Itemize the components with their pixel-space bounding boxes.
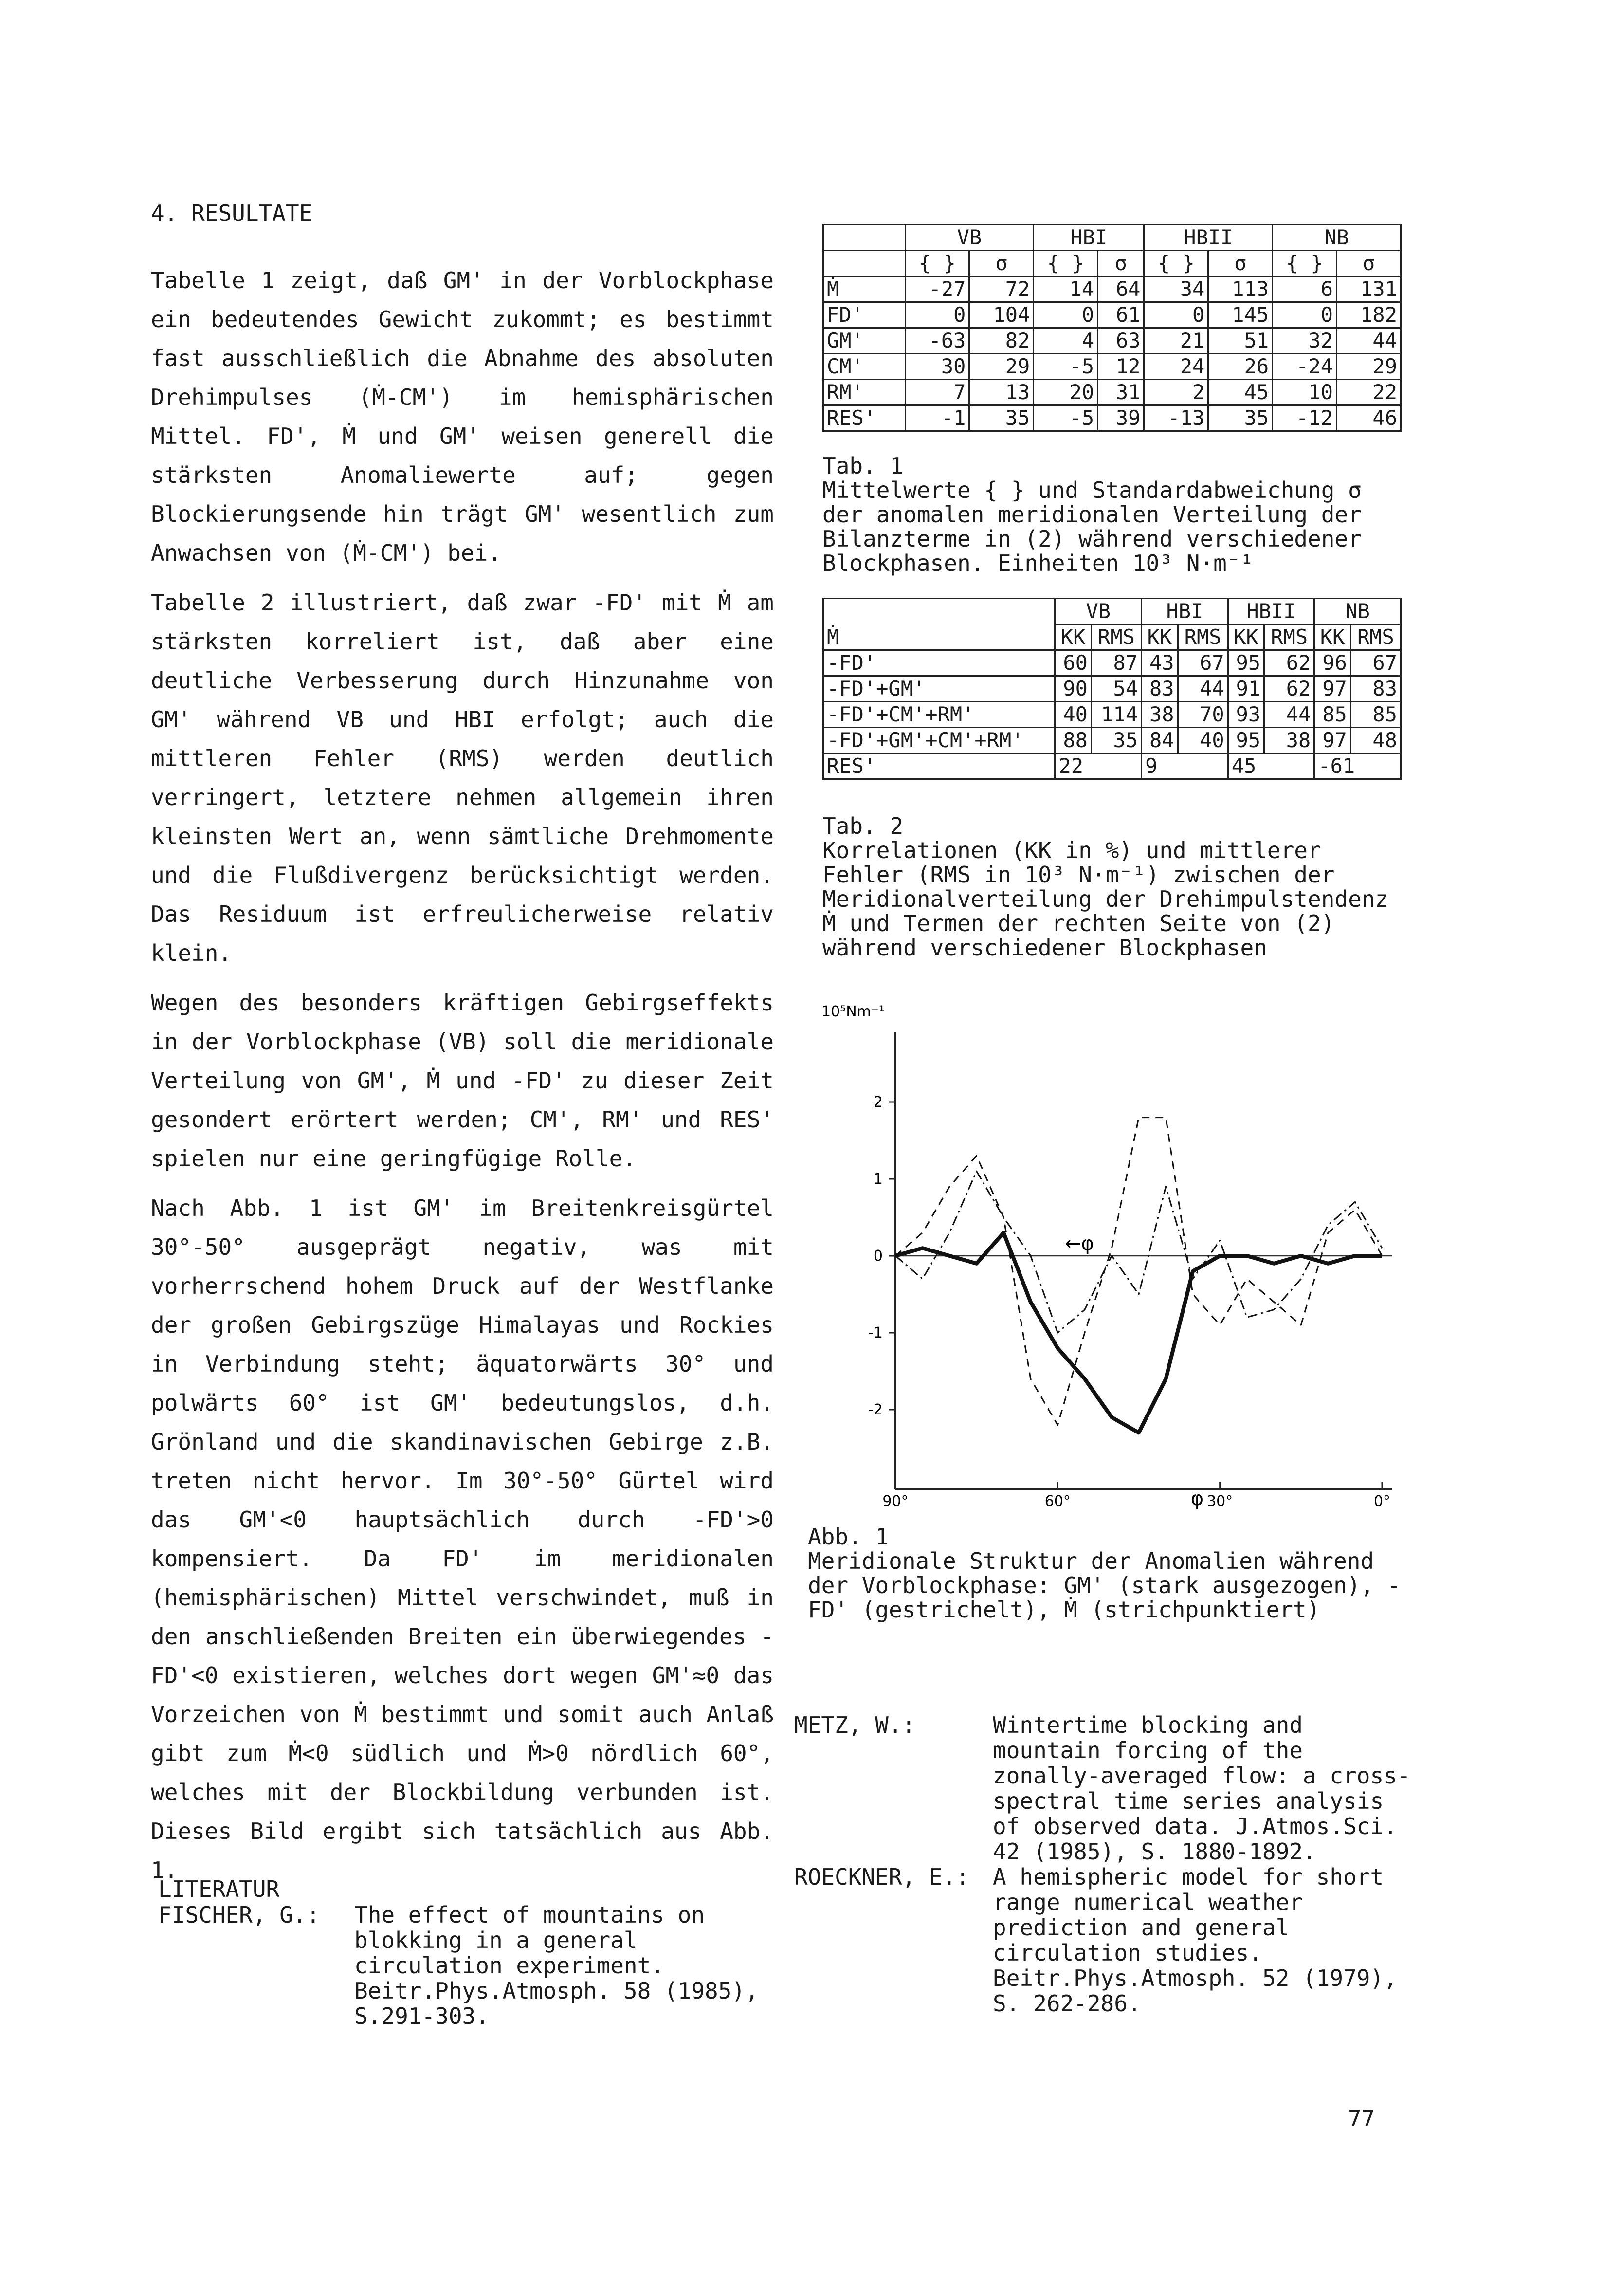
table-row (823, 676, 1401, 702)
table-cell: 44 (1337, 328, 1401, 354)
row-label: -FD'+GM'+CM'+RM' (823, 728, 1055, 753)
table-cell: 44 (1178, 676, 1228, 702)
table-row (823, 753, 1401, 779)
paragraph-3: Wegen des besonders kräftigen Gebirgseffekts in der Vorblockphase (VB) soll die meridionale Verteilung von GM', Ṁ und -FD' zu dieser Zeit gesondert erörtert werden; CM', RM' und RES' spielen nur eine geringfügige Rolle. (151, 990, 774, 1172)
table-1-group-header: NB (1273, 225, 1401, 251)
table-row (823, 380, 1401, 405)
table-cell: 29 (1337, 354, 1401, 380)
table-1-group-header: HBII (1144, 225, 1273, 251)
literatur-heading: LITERATUR (158, 1876, 280, 1902)
table-cell: 62 (1264, 650, 1314, 676)
figure-1-caption-label: Abb. 1 (808, 1524, 889, 1550)
y-tick-label: 2 (873, 1094, 883, 1111)
table-1-group-row (823, 225, 1401, 251)
table-row (823, 728, 1401, 753)
table-cell: 35 (1091, 728, 1141, 753)
column-subheader: σ (1337, 251, 1401, 276)
row-label: RES' (823, 405, 906, 431)
table-cell: 87 (1091, 650, 1141, 676)
table-row (823, 354, 1401, 380)
table-cell: 2 (1144, 380, 1208, 405)
table-cell: 34 (1144, 276, 1208, 302)
body-text-column (151, 189, 774, 1900)
column-subheader: KK (1055, 625, 1091, 650)
table-cell: 31 (1098, 380, 1144, 405)
table-cell: 61 (1098, 302, 1144, 328)
table-cell: -5 (1034, 405, 1098, 431)
table-row (823, 328, 1401, 354)
table-cell: 63 (1098, 328, 1144, 354)
table-cell: 44 (1264, 702, 1314, 728)
table-1-subheader-row (823, 251, 1401, 276)
y-axis-label: 10⁵Nm⁻¹ (821, 1003, 885, 1020)
table-1 (822, 224, 1402, 432)
reference-author: METZ, W.: (794, 1712, 916, 1738)
section-heading: 4. RESULTATE (151, 200, 313, 226)
column-subheader: KK (1314, 625, 1350, 650)
table-cell: 96 (1314, 650, 1350, 676)
page-number: 77 (1348, 2105, 1375, 2131)
y-tick-label: -2 (868, 1401, 883, 1418)
table-cell: 38 (1142, 702, 1178, 728)
table-row (823, 702, 1401, 728)
reference-text: A hemispheric model for short range numerical weather prediction and general circulation studies. Beitr.Phys.Atmosph. 52 (1979), S. 262-286. (993, 1864, 1397, 2017)
column-subheader: { } (905, 251, 969, 276)
row-label: RES' (823, 753, 1055, 779)
table-cell: 22 (1055, 753, 1142, 779)
row-label: -FD' (823, 650, 1055, 676)
table-cell: 113 (1208, 276, 1273, 302)
table-cell: -1 (905, 405, 969, 431)
table-cell: 91 (1228, 676, 1264, 702)
table-cell: -12 (1273, 405, 1337, 431)
y-tick-label: -1 (868, 1324, 883, 1341)
table-cell: 97 (1314, 676, 1350, 702)
table-cell: 45 (1228, 753, 1314, 779)
table-cell: 95 (1228, 650, 1264, 676)
table-2-group-header: HBI (1142, 599, 1228, 625)
table-cell: 182 (1337, 302, 1401, 328)
series-line-dashdot (895, 1171, 1382, 1333)
y-tick-label: 0 (873, 1248, 883, 1265)
table-cell: -61 (1314, 753, 1401, 779)
table-cell: 7 (905, 380, 969, 405)
table-cell: 67 (1178, 650, 1228, 676)
y-tick-label: 1 (873, 1171, 883, 1188)
table-cell: 70 (1178, 702, 1228, 728)
table-cell: 88 (1055, 728, 1091, 753)
table-row (823, 276, 1401, 302)
table-cell: 48 (1350, 728, 1401, 753)
table-1-corner (823, 251, 906, 276)
x-tick-label: 30° (1207, 1493, 1233, 1510)
table-row (823, 650, 1401, 676)
column-subheader: KK (1228, 625, 1264, 650)
table-1-caption-text: Mittelwerte { } und Standardabweichung σ der anomalen meridionalen Verteilung der Bilanzterme in (2) während verschiedener Blockphasen. Einheiten 10³ N·m⁻¹ (822, 477, 1362, 576)
figure-1-caption-text: Meridionale Struktur der Anomalien während der Vorblockphase: GM' (stark ausgezogen), -FD' (gestrichelt), Ṁ (strichpunktiert) (808, 1548, 1401, 1623)
table-2-group-row (823, 599, 1401, 625)
table-cell: -63 (905, 328, 969, 354)
table-cell: 35 (969, 405, 1034, 431)
column-subheader: RMS (1091, 625, 1141, 650)
table-1-corner (823, 225, 906, 251)
table-cell: 12 (1098, 354, 1144, 380)
table-2-group-header: NB (1314, 599, 1401, 625)
reference-text: Wintertime blocking and mountain forcing of the zonally-averaged flow: a cross-spectral time series analysis of observed data. J.Atmos.Sci. 42 (1985), S. 1880-1892. (993, 1712, 1411, 1865)
table-2-group-header: VB (1055, 599, 1142, 625)
table-cell: 145 (1208, 302, 1273, 328)
x-tick-label: 90° (882, 1493, 909, 1510)
table-cell: -13 (1144, 405, 1208, 431)
figure-1-chart (808, 993, 1416, 1528)
row-label: RM' (823, 380, 906, 405)
table-cell: 6 (1273, 276, 1337, 302)
table-cell: 24 (1144, 354, 1208, 380)
table-cell: 45 (1208, 380, 1273, 405)
column-subheader: σ (1098, 251, 1144, 276)
x-tick-label: 0° (1373, 1493, 1391, 1510)
table-cell: 0 (1273, 302, 1337, 328)
table-1-caption (822, 454, 1411, 575)
table-cell: 114 (1091, 702, 1141, 728)
table-1-group-header: VB (905, 225, 1034, 251)
table-cell: 10 (1273, 380, 1337, 405)
row-label: FD' (823, 302, 906, 328)
table-2 (822, 598, 1402, 780)
column-subheader: { } (1273, 251, 1337, 276)
table-row (823, 405, 1401, 431)
row-label: -FD'+GM' (823, 676, 1055, 702)
table-cell: 82 (969, 328, 1034, 354)
table-2-caption-label: Tab. 2 (822, 813, 904, 839)
table-cell: 93 (1228, 702, 1264, 728)
table-cell: -27 (905, 276, 969, 302)
table-cell: 39 (1098, 405, 1144, 431)
table-row (823, 302, 1401, 328)
table-cell: 131 (1337, 276, 1401, 302)
table-cell: 35 (1208, 405, 1273, 431)
column-subheader: { } (1034, 251, 1098, 276)
table-cell: 13 (969, 380, 1034, 405)
table-cell: 0 (1144, 302, 1208, 328)
table-cell: 22 (1337, 380, 1401, 405)
column-subheader: RMS (1178, 625, 1228, 650)
table-2-caption (822, 814, 1411, 960)
column-subheader: σ (1208, 251, 1273, 276)
table-cell: 83 (1350, 676, 1401, 702)
x-axis-label: φ (1190, 1488, 1204, 1510)
table-cell: 51 (1208, 328, 1273, 354)
table-cell: 20 (1034, 380, 1098, 405)
row-label: CM' (823, 354, 906, 380)
paragraph-4: Nach Abb. 1 ist GM' im Breitenkreisgürtel 30°-50° ausgeprägt negativ, was mit vorherrschend hohem Druck auf der Westflanke der großen Gebirgszüge Himalayas und Rockies in Verbindung steht; äquatorwärts 30° und polwärts 60° ist GM' bedeutungslos, d.h. Grönland und die skandinavischen Gebirge z.B. treten nicht hervor. Im 30°-50° Gürtel wird das GM'<0 hauptsächlich durch -FD'>0 kompensiert. Da FD' im meridionalen (hemisphärischen) Mittel verschwindet, muß in den anschließenden Breiten ein überwiegendes -FD'<0 existieren, welches dort wegen GM'≈0 das Vorzeichen von Ṁ bestimmt und somit auch Anlaß gibt zum Ṁ<0 südlich und Ṁ>0 nördlich 60°, welches mit der Blockbildung verbunden ist. Dieses Bild ergibt sich tatsächlich aus Abb. 1. (151, 1195, 774, 1883)
table-2-corner: Ṁ (823, 599, 1055, 650)
table-cell: 85 (1350, 702, 1401, 728)
reference-author: ROECKNER, E.: (794, 1864, 970, 1890)
reference-text: The effect of mountains on blokking in a general circulation experiment. Beitr.Phys.Atmosph. 58 (1985), S.291-303. (354, 1902, 759, 2029)
table-cell: 62 (1264, 676, 1314, 702)
table-cell: 67 (1350, 650, 1401, 676)
table-cell: 9 (1142, 753, 1228, 779)
table-cell: 40 (1178, 728, 1228, 753)
table-2-caption-text: Korrelationen (KK in %) und mittlerer Fehler (RMS in 10³ N·m⁻¹) zwischen der Meridionalverteilung der Drehimpulstendenz Ṁ und Termen der rechten Seite von (2) während verschiedener Blockphasen (822, 837, 1389, 961)
table-cell: 72 (969, 276, 1034, 302)
table-cell: 0 (1034, 302, 1098, 328)
paragraph-2: Tabelle 2 illustriert, daß zwar -FD' mit Ṁ am stärksten korreliert ist, daß aber eine deutliche Verbesserung durch Hinzunahme von GM' während VB und HBI erfolgt; auch die mittleren Fehler (RMS) werden deutlich verringert, letztere nehmen allgemein ihren kleinsten Wert an, wenn sämtliche Drehmomente und die Flußdivergenz berücksichtigt werden. Das Residuum ist erfreulicherweise relativ klein. (151, 589, 774, 966)
table-cell: 43 (1142, 650, 1178, 676)
table-cell: 84 (1142, 728, 1178, 753)
table-cell: 85 (1314, 702, 1350, 728)
table-cell: 14 (1034, 276, 1098, 302)
table-cell: 21 (1144, 328, 1208, 354)
column-subheader: RMS (1350, 625, 1401, 650)
table-cell: 38 (1264, 728, 1314, 753)
table-1-group-header: HBI (1034, 225, 1144, 251)
table-cell: 0 (905, 302, 969, 328)
table-cell: 83 (1142, 676, 1178, 702)
table-2-group-header: HBII (1228, 599, 1314, 625)
row-label: Ṁ (823, 276, 906, 302)
table-cell: 60 (1055, 650, 1091, 676)
column-subheader: KK (1142, 625, 1178, 650)
row-label: GM' (823, 328, 906, 354)
row-label: -FD'+CM'+RM' (823, 702, 1055, 728)
figure-1-caption (808, 1525, 1411, 1622)
x-tick-label: 60° (1044, 1493, 1071, 1510)
column-subheader: σ (969, 251, 1034, 276)
table-cell: 30 (905, 354, 969, 380)
table-cell: 54 (1091, 676, 1141, 702)
table-cell: 90 (1055, 676, 1091, 702)
table-cell: 104 (969, 302, 1034, 328)
table-cell: 26 (1208, 354, 1273, 380)
table-cell: 95 (1228, 728, 1264, 753)
reference-author: FISCHER, G.: (158, 1902, 320, 1928)
column-subheader: { } (1144, 251, 1208, 276)
paragraph-1: Tabelle 1 zeigt, daß GM' in der Vorblockphase ein bedeutendes Gewicht zukommt; es bestimmt fast ausschließlich die Abnahme des absoluten Drehimpulses (Ṁ-CM') im hemisphärischen Mittel. FD', Ṁ und GM' weisen generell die stärksten Anomaliewerte auf; gegen Blockierungsende hin trägt GM' wesentlich zum Anwachsen von (Ṁ-CM') bei. (151, 267, 774, 566)
table-cell: 4 (1034, 328, 1098, 354)
table-cell: -24 (1273, 354, 1337, 380)
table-cell: 97 (1314, 728, 1350, 753)
table-cell: 40 (1055, 702, 1091, 728)
latitude-annotation: ←φ (1065, 1232, 1094, 1255)
table-cell: -5 (1034, 354, 1098, 380)
table-cell: 29 (969, 354, 1034, 380)
series-line-dashed (895, 1118, 1382, 1425)
table-cell: 46 (1337, 405, 1401, 431)
column-subheader: RMS (1264, 625, 1314, 650)
table-cell: 64 (1098, 276, 1144, 302)
table-cell: 32 (1273, 328, 1337, 354)
table-1-caption-label: Tab. 1 (822, 453, 904, 479)
